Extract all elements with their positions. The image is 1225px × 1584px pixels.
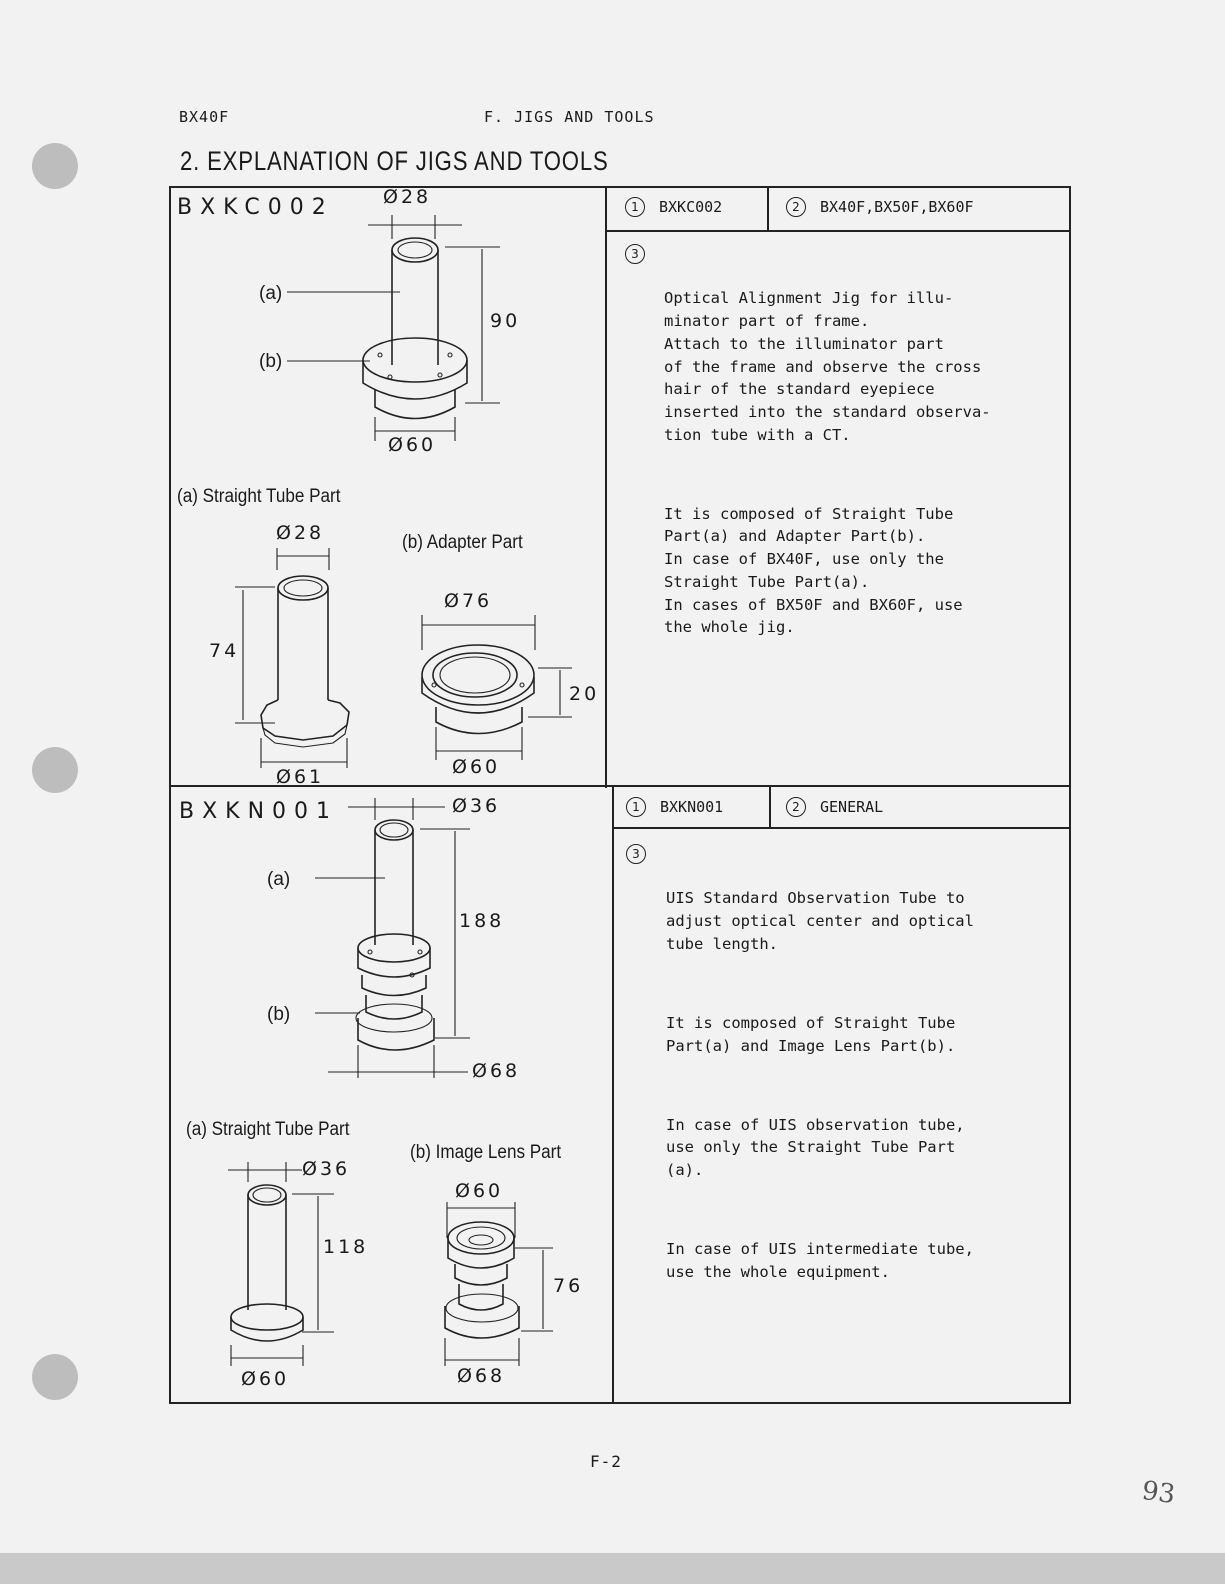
part-b-label: (b) Image Lens Part: [410, 1142, 562, 1163]
info-code-cell: [626, 797, 723, 817]
dim-height: 118: [323, 1236, 369, 1258]
info-cell-divider: [769, 787, 771, 828]
page-title: 2. EXPLANATION OF JIGS AND TOOLS: [180, 146, 609, 176]
info-models: GENERAL: [820, 798, 884, 816]
part-b-label: (b) Adapter Part: [402, 532, 523, 553]
callout-a: (a): [259, 283, 283, 304]
tool-code: BXKC002: [177, 195, 334, 220]
tool-description: [666, 842, 974, 1340]
info-header-divider: [612, 827, 1071, 829]
dim-diameter: Ø60: [388, 434, 437, 456]
description-paragraph: In case of UIS intermediate tube, use the whole equipment.: [666, 1240, 974, 1281]
dim-height: 76: [553, 1275, 584, 1297]
tool-code: BXKN001: [179, 799, 339, 824]
callout-b: (b): [267, 1004, 291, 1025]
dim-diameter: Ø28: [276, 522, 325, 544]
description-paragraph: In case of UIS observation tube, use only the Straight Tube Part (a).: [666, 1115, 965, 1180]
dim-diameter: Ø36: [452, 795, 501, 817]
part-a-label: (a) Straight Tube Part: [186, 1119, 350, 1140]
dim-diameter: Ø68: [472, 1060, 521, 1082]
punch-hole: [32, 143, 78, 189]
item-number: 3: [626, 844, 646, 864]
item-number: 1: [626, 797, 646, 817]
header-model: BX40F: [179, 108, 230, 126]
description-paragraph: It is composed of Straight Tube Part(a) and Adapter Part(b). In case of BX40F, use only the Straight Tube Part(a). In cases of BX50F and BX60F, use the whole jig.: [664, 504, 963, 637]
info-cell-divider: [767, 186, 769, 231]
punch-hole: [32, 747, 78, 793]
handwritten-page-number: 93: [1140, 1475, 1178, 1511]
dim-height: 20: [569, 683, 600, 705]
tool-description: [664, 242, 991, 695]
scan-edge: [0, 1553, 1225, 1584]
header-section: F. JIGS AND TOOLS: [484, 108, 655, 126]
dim-diameter: Ø60: [241, 1368, 290, 1390]
bxkc002-straight-tube-drawing: [225, 540, 365, 780]
punch-hole: [32, 1354, 78, 1400]
info-models-cell: [786, 197, 974, 217]
bxkn001-image-lens-drawing: [435, 1198, 565, 1373]
item-number: 1: [625, 197, 645, 217]
dim-diameter: Ø61: [276, 766, 325, 788]
dim-height: 90: [490, 310, 521, 332]
table-divider: [612, 787, 614, 1404]
dim-diameter: Ø60: [452, 756, 501, 778]
dim-diameter: Ø36: [302, 1158, 351, 1180]
description-paragraph: UIS Standard Observation Tube to adjust optical center and optical tube length.: [666, 889, 974, 953]
part-a-label: (a) Straight Tube Part: [177, 486, 341, 507]
info-code: BXKN001: [660, 798, 724, 816]
callout-a: (a): [267, 869, 291, 890]
dim-diameter: Ø68: [457, 1365, 506, 1387]
item-number: 2: [786, 197, 806, 217]
info-code-cell: [625, 197, 722, 217]
info-header-divider: [605, 230, 1071, 232]
item-number: 3: [625, 244, 645, 264]
dim-diameter: Ø76: [444, 590, 493, 612]
page-footer: F-2: [590, 1452, 622, 1471]
dim-height: 74: [209, 640, 240, 662]
dim-diameter: Ø60: [455, 1180, 504, 1202]
dim-height: 188: [459, 910, 505, 932]
bxkn001-straight-tube-drawing: [222, 1160, 352, 1380]
info-models: BX40F,BX50F,BX60F: [820, 198, 974, 216]
description-paragraph: Optical Alignment Jig for illu- minator part of frame. Attach to the illuminator part of the frame and observe the cross hair of the standard eyepiece inserted into the standard observa- tion tube with a CT.: [664, 289, 991, 444]
item-number: 2: [786, 797, 806, 817]
callout-b: (b): [259, 351, 283, 372]
dim-diameter: Ø28: [383, 186, 432, 208]
description-paragraph: It is composed of Straight Tube Part(a) and Image Lens Part(b).: [666, 1013, 956, 1055]
info-code: BXKC002: [659, 198, 723, 216]
table-divider: [605, 186, 607, 788]
info-models-cell: [786, 797, 883, 817]
